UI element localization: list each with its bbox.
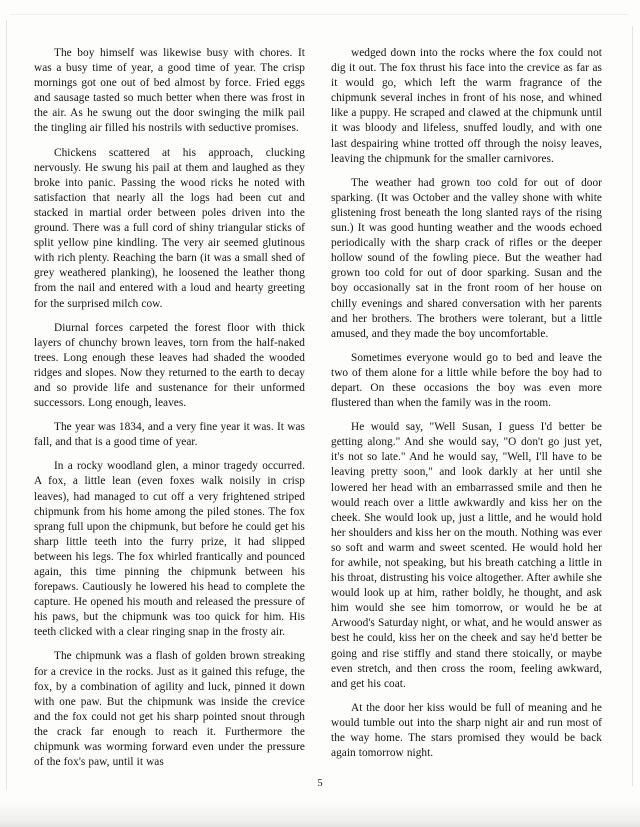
paragraph: Sometimes everyone would go to bed and leave the two of them alone for a little while before the boy had to depart. On these occasions the boy was even more flustered than when the family was in the room. (331, 351, 602, 410)
page-edge-left (6, 20, 7, 790)
paragraph: wedged down into the rocks where the fox could not dig it out. The fox thrust his face into the crevice as far as it would go, which left the warm fragrance of the chipmunk several inches in front of his nose, and whined like a puppy. He scraped and clawed at the chipmunk until it was bloody and lifeless, snuffed loudly, and with one last despairing whine trotted off through the noisy leaves, leaving the chipmunk for the smaller carnivores. (331, 47, 602, 165)
two-column-text-body (34, 46, 606, 769)
left-text-column (34, 46, 305, 769)
paragraph: Chickens scattered at his approach, clucking nervously. He swung his pail at them and laughed as they broke into panic. Passing the wood ricks he noted with satisfaction that nearly all the logs had been cut and stacked in martial order between poles driven into the ground. There was a full cord of shiny triangular sticks of split yellow pine kindling. The very air seemed glutinous with rich plenty. Reaching the barn (it was a small shed of grey weathered planking), he loosened the leather thong from the nail and entered with a loud and hearty greeting for the surprised milch cow. (34, 146, 305, 310)
paragraph: The boy himself was likewise busy with chores. It was a busy time of year, a good time of year. The crisp mornings got one out of bed almost by force. Fried eggs and sausage tasted so much better when there was frost in the air. As he swung out the door swinging the milk pail the tingling air filled his nostrils with seductive promises. (34, 47, 305, 135)
page-edge-top (10, 14, 628, 15)
paragraph: The chipmunk was a flash of golden brown streaking for a crevice in the rocks. Just as it gained this refuge, the fox, by a combination of agility and luck, pinned it down with one paw. But the chipmunk was inside the crevice and the fox could not get his sharp pointed snout through the crack far enough to reach it. Furthermore the chipmunk was worming forward even under the pressure of the fox's paw, until it was (34, 650, 305, 769)
paragraph: He would say, "Well Susan, I guess I'd better be getting along." And she would say, "O don't go just yet, it's not so late." And he would say, "Well, I'll have to be leaving pretty soon," and look darkly at her until she lowered her head with an embarrassed smile and then he would reach over a little awkwardly and kiss her on the cheek. She would look up, just a little, and he would hold her shoulders and kiss her on the mouth. Nothing was ever so soft and warm and sweet scented. He would hold her for awhile, not speaking, but his breath catching a little in his throat, distrusting his voice altogether. After awhile she would look up at him, rather boldly, he thought, and ask him would she see him tomorrow, or would he be at Arwood's Saturday night, or what, and he would answer as best he could, kiss her on the cheek and say he'd better be going and rise stiffly and stand there stoically, or maybe even stretch, and then cross the room, feeling awkward, and get his coat. (331, 421, 602, 690)
paragraph: The year was 1834, and a very fine year it was. It was fall, and that is a good time of year. (34, 421, 305, 449)
paragraph: At the door her kiss would be full of meaning and he would tumble out into the sharp night air and run most of the way home. The stars promised they would be back again tomorrow night. (331, 701, 602, 760)
page-edge-right (632, 26, 633, 786)
paragraph: The weather had grown too cold for out of door sparking. (It was October and the valley shone with white glistening frost beneath the long slanted rays of the rising sun.) It was good hunting weather and the woods echoed periodically with the sharp crack of rifles or the deeper hollow sound of the fowling piece. But the weather had grown too cold for out of door sparking. Susan and the boy occasionally sat in the front room of her house on chilly evenings and shared conversation with her parents and her brothers. The brothers were tolerant, but a little amused, and they made the boy uncomfortable. (331, 176, 602, 340)
page-number: 5 (317, 778, 323, 789)
paragraph: Diurnal forces carpeted the forest floor with thick layers of chunchy brown leaves, torn from the half-naked trees. Long enough these leaves had shaded the wooded ridges and slopes. Now they returned to the earth to decay and so provide life and sustenance for their unformed successors. Long enough, leaves. (34, 321, 305, 410)
right-text-column (331, 46, 602, 760)
paragraph: In a rocky woodland glen, a minor tragedy occurred. A fox, a little lean (even foxes walk noisily in crisp leaves), had managed to cut off a very frightened striped chipmunk from his home among the piled stones. The fox sprang full upon the chipmunk, but before he could get his sharp little teeth into the furry prize, it had slipped between his legs. The fox whirled frantically and pounced again, this time pinning the chipmunk between his forepaws. Cautiously he lowered his head to complete the capture. He opened his mouth and released the pressure of his paws, but the chipmunk was too quick for him. His teeth clicked with a clear ringing snap in the frosty air. (34, 460, 305, 639)
